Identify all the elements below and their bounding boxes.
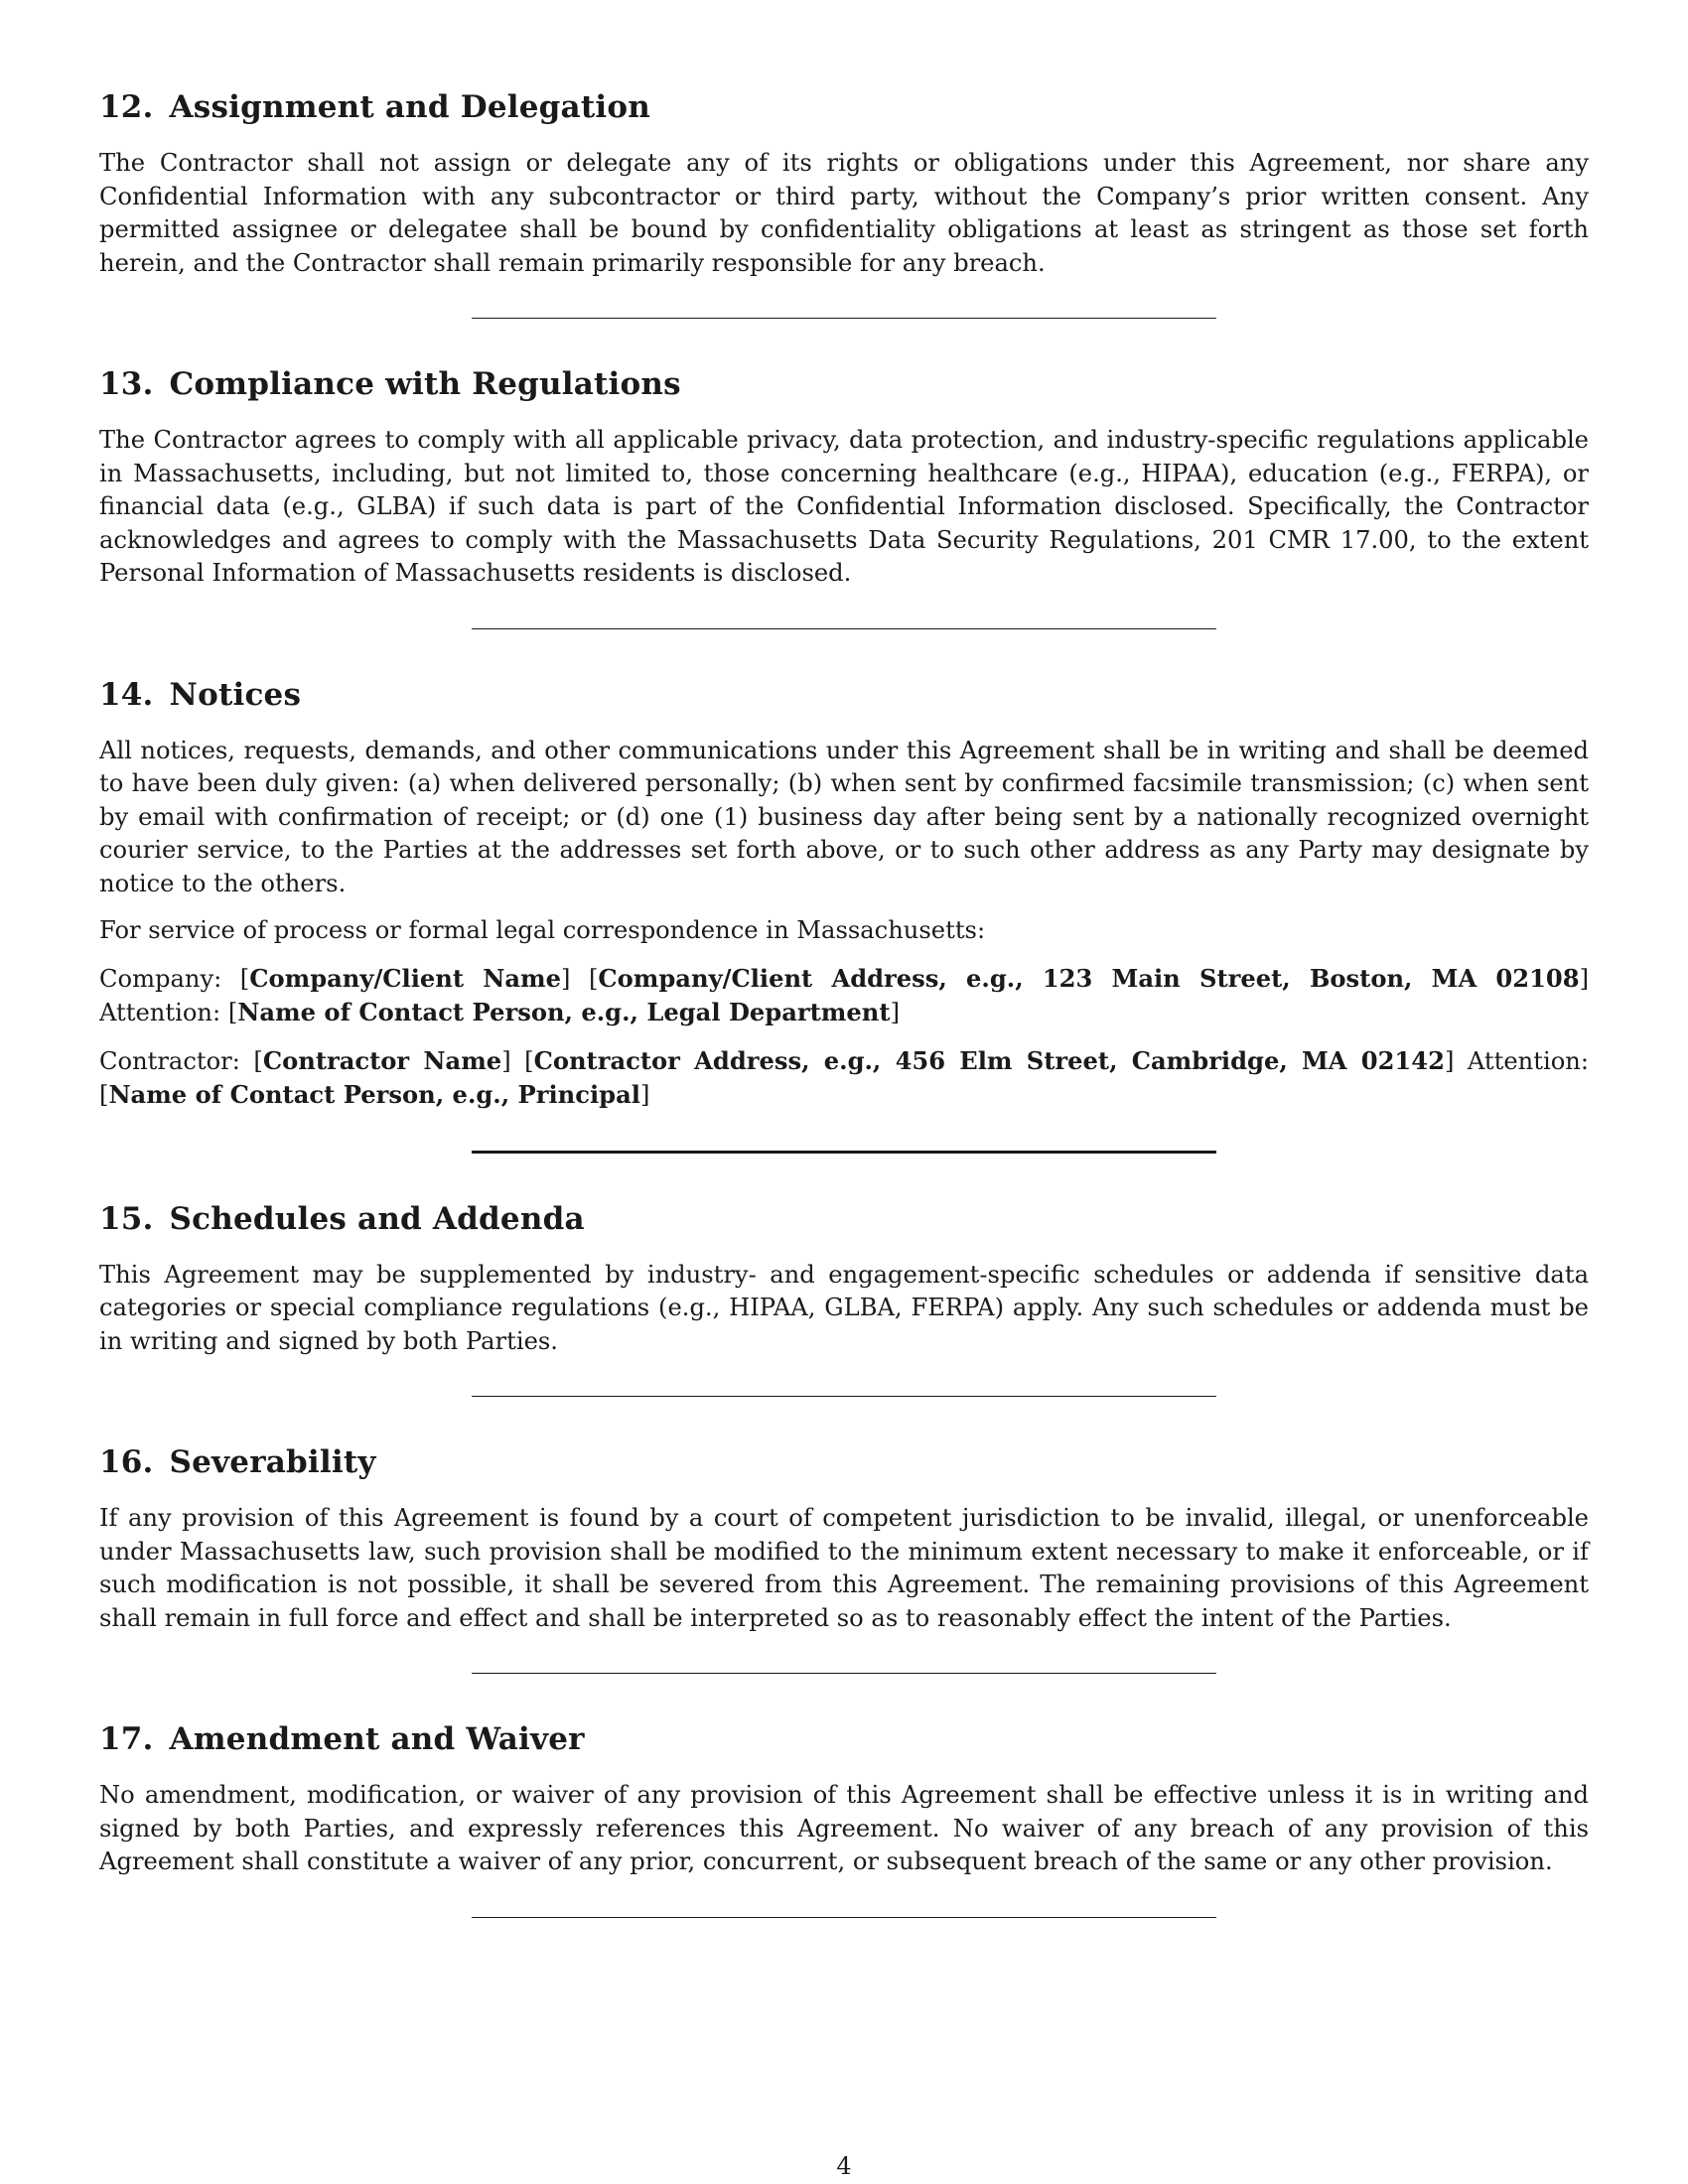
section-number: 13. (99, 366, 154, 402)
section-title: Severability (169, 1444, 376, 1480)
section-number: 12. (99, 89, 154, 125)
section-16 (99, 1444, 1589, 1635)
section-divider (472, 1917, 1216, 1918)
page-number: 4 (836, 2152, 852, 2180)
company-attention-label: Attention: (99, 999, 221, 1026)
section-13 (99, 366, 1589, 591)
section-title: Notices (169, 676, 302, 713)
section-number: 16. (99, 1444, 154, 1480)
paragraph: The Contractor agrees to comply with all applicable privacy, data protection, and industry-specific regulations applicable in Massachusetts, including, but not limited to, those concerning healthcare (e.g., HIPAA), education (e.g., FERPA), or financial data (e.g., GLBA) if such data is part of the Confidential Information disclosed. Specifically, the Contractor acknowledges and agrees to comply with the Massachusetts Data Security Regulations, 201 CMR 17.00, to the extent Personal Information of Massachusetts residents is disclosed. (99, 426, 1589, 587)
contractor-attention-label: Attention: (1467, 1046, 1590, 1075)
section-title: Assignment and Delegation (169, 89, 650, 125)
company-label: Company: (99, 964, 222, 993)
section-title: Amendment and Waiver (169, 1721, 585, 1757)
paragraph: This Agreement may be supplemented by industry- and engagement-specific schedules or addenda if sensitive data categories or special compliance regulations (e.g., HIPAA, GLBA, FERPA) apply. Any such schedules or addenda must be in writing and signed by both Parties. (99, 1260, 1589, 1355)
company-notice-address: Company: [Company/Client Name] [Company/Client Address, e.g., 123 Main Street, Boston, MA 02108] Attention: [Name of Contact Person, e.g., Legal Department] (99, 963, 1590, 1026)
contractor-attention: Name of Contact Person, e.g., Principal (108, 1080, 640, 1109)
section-divider (472, 318, 1216, 319)
paragraph: All notices, requests, demands, and other communications under this Agreement shall be in writing and shall be deemed to have been duly given: (a) when delivered personally; (b) when sent by confirmed facsimile transmission; (c) when sent by email with confirmation of receipt; or (d) one (1) business day after being sent by a nationally recognized overnight courier service, to the Parties at the addresses set forth above, or to such other address as any Party may designate by notice to the others. (99, 736, 1589, 897)
section-divider (472, 1396, 1216, 1397)
section-heading (99, 1721, 1589, 1757)
section-15 (99, 1201, 1589, 1359)
paragraph: If any provision of this Agreement is found by a court of competent jurisdiction to be invalid, illegal, or unenforceable under Massachusetts law, such provision shall be modified to the minimum extent necessary to make it enforceable, or if such modification is not possible, it shall be severed from this Agreement. The remaining provisions of this Agreement shall remain in full force and effect and shall be interpreted so as to reasonably effect the intent of the Parties. (99, 1504, 1589, 1632)
section-divider (472, 1673, 1216, 1674)
section-number: 17. (99, 1721, 154, 1757)
section-heading (99, 89, 1589, 125)
section-heading (99, 1444, 1589, 1480)
section-heading (99, 1201, 1589, 1237)
section-12 (99, 89, 1589, 280)
company-attention: Name of Contact Person, e.g., Legal Department (237, 998, 891, 1026)
section-divider (472, 1151, 1216, 1154)
document-page (99, 89, 1589, 1966)
paragraph: For service of process or formal legal correspondence in Massachusetts: (99, 916, 986, 944)
section-title: Schedules and Addenda (169, 1200, 585, 1237)
section-number: 15. (99, 1200, 154, 1237)
section-title: Compliance with Regulations (169, 366, 681, 402)
company-name: Company/Client Name (249, 963, 562, 993)
contractor-label: Contractor: (99, 1046, 240, 1075)
section-heading (99, 366, 1589, 402)
paragraph: No amendment, modification, or waiver of any provision of this Agreement shall be effective unless it is in writing and signed by both Parties, and expressly references this Agreement. No waiver of any breach of any provision of this Agreement shall constitute a waiver of any prior, concurrent, or subsequent breach of the same or any other provision. (99, 1781, 1589, 1875)
section-number: 14. (99, 676, 154, 713)
section-14 (99, 677, 1589, 1113)
contractor-name: Contractor Name (262, 1045, 502, 1075)
company-address: Company/Client Address, e.g., 123 Main Street, Boston, MA 02108 (598, 963, 1580, 993)
section-heading (99, 677, 1589, 713)
paragraph: The Contractor shall not assign or delegate any of its rights or obligations under this Agreement, nor share any Confidential Information with any subcontractor or third party, without the Company’s prior written consent. Any permitted assignee or delegatee shall be bound by confidentiality obligations at least as stringent as those set forth herein, and the Contractor shall remain primarily responsible for any breach. (99, 149, 1589, 277)
section-divider (472, 628, 1216, 629)
section-17 (99, 1721, 1589, 1879)
contractor-address: Contractor Address, e.g., 456 Elm Street, Cambridge, MA 02142 (533, 1045, 1445, 1075)
contractor-notice-address: Contractor: [Contractor Name] [Contractor Address, e.g., 456 Elm Street, Cambridge, MA 02142] Attention: [Name of Contact Person, e.g., Principal] (99, 1045, 1590, 1109)
